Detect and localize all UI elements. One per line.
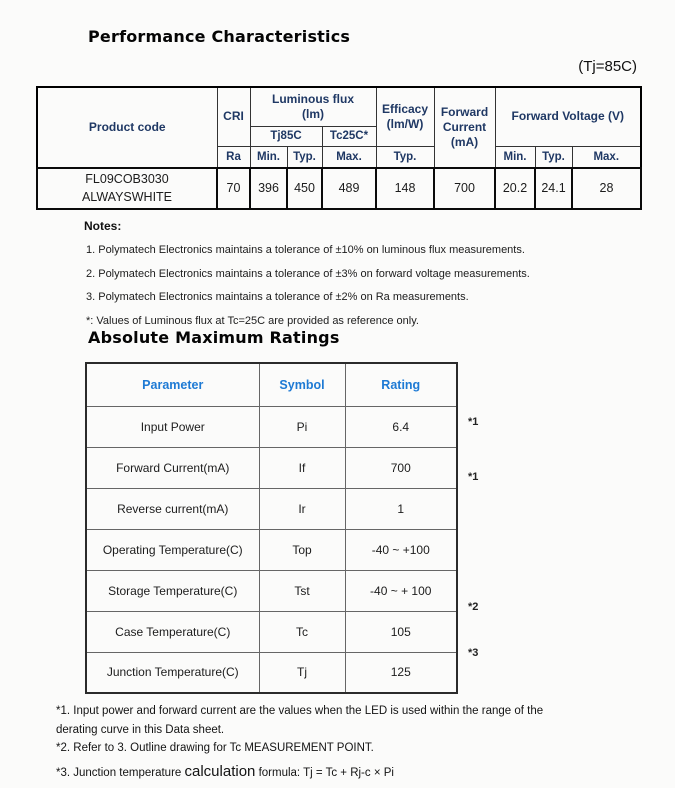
footnotes-section [56,702,586,782]
cell-flux-typ: 450 [287,168,322,209]
cell-rating: 125 [345,652,457,693]
performance-table-container [36,86,642,210]
cell-forward-current: 700 [434,168,495,209]
cell-symbol: Tj [259,652,345,693]
cell-symbol: Top [259,529,345,570]
cell-parameter: Junction Temperature(C) [86,652,259,693]
cell-efficacy-typ: 148 [376,168,434,209]
col-header-forward-voltage: Forward Voltage (V) [495,87,641,146]
col-header-forward-current: Forward Current (mA) [434,87,495,168]
cell-parameter: Case Temperature(C) [86,611,259,652]
test-condition-note: (Tj=85C) [578,58,637,75]
notes-section [84,219,644,338]
table-row [86,611,457,652]
performance-characteristics-heading: Performance Characteristics [88,27,351,46]
footnote-3-pre: *3. Junction temperature [56,766,185,779]
ratings-table-container [85,362,479,694]
col-header-product-code: Product code [37,87,217,168]
footnote-marker-3: *3 [468,647,479,659]
table-row [86,488,457,529]
cell-vf-max: 28 [572,168,641,209]
cell-product-code: FL09COB3030 ALWAYSWHITE [37,168,217,209]
footnote-1: *1. Input power and forward current are the values when the LED is used within the range of the derating curve in this Data sheet. [56,705,544,736]
cell-symbol: Ir [259,488,345,529]
cell-rating: -40 ~ + 100 [345,570,457,611]
table-row [86,447,457,488]
col-header-efficacy-typ: Typ. [376,146,434,168]
col-header-parameter: Parameter [86,363,259,406]
col-header-symbol: Symbol [259,363,345,406]
footnote-marker-1b: *1 [468,471,479,483]
cell-rating: 700 [345,447,457,488]
cell-rating: 6.4 [345,406,457,447]
cell-parameter: Reverse current(mA) [86,488,259,529]
cell-symbol: If [259,447,345,488]
footnote-3-calculation: calculation [184,762,256,780]
cell-vf-typ: 24.1 [535,168,572,209]
cell-vf-min: 20.2 [495,168,535,209]
note-item-asterisk: *: Values of Luminous flux at Tc=25C are provided as reference only. [86,314,419,327]
col-header-tj85c: Tj85C [250,126,322,146]
absolute-maximum-ratings-heading: Absolute Maximum Ratings [88,328,340,347]
col-header-rating: Rating [345,363,457,406]
footnote-2: *2. Refer to 3. Outline drawing for Tc MEASUREMENT POINT. [56,742,374,754]
col-header-vf-min: Min. [495,146,535,168]
footnote-3-post: formula: Tj = Tc + Rj-c × Pi [255,766,394,779]
col-header-ra: Ra [217,146,250,168]
footnote-marker-1a: *1 [468,416,479,428]
cell-rating: 105 [345,611,457,652]
footnote-3 [56,763,586,783]
table-row [86,406,457,447]
table-row [37,168,641,209]
col-header-cri: CRI [217,87,250,146]
table-row [86,529,457,570]
cell-cri: 70 [217,168,250,209]
notes-label: Notes: [84,219,122,233]
col-header-tc25c: Tc25C* [322,126,376,146]
col-header-flux-min: Min. [250,146,287,168]
cell-rating: 1 [345,488,457,529]
cell-symbol: Pi [259,406,345,447]
cell-parameter: Forward Current(mA) [86,447,259,488]
table-row [86,570,457,611]
col-header-flux-typ: Typ. [287,146,322,168]
col-header-luminous-flux: Luminous flux (lm) [250,87,376,126]
col-header-flux-max: Max. [322,146,376,168]
col-header-efficacy: Efficacy (lm/W) [376,87,434,146]
cell-parameter: Input Power [86,406,259,447]
col-header-vf-typ: Typ. [535,146,572,168]
ratings-table [85,362,458,694]
col-header-vf-max: Max. [572,146,641,168]
footnote-marker-2: *2 [468,601,479,613]
performance-table [36,86,642,210]
cell-rating: -40 ~ +100 [345,529,457,570]
cell-parameter: Operating Temperature(C) [86,529,259,570]
cell-flux-max: 489 [322,168,376,209]
cell-flux-min: 396 [250,168,287,209]
note-item-2: 2. Polymatech Electronics maintains a tolerance of ±3% on forward voltage measurements. [86,267,530,280]
cell-parameter: Storage Temperature(C) [86,570,259,611]
note-item-3: 3. Polymatech Electronics maintains a tolerance of ±2% on Ra measurements. [86,291,469,303]
table-row [86,652,457,693]
note-item-1: 1. Polymatech Electronics maintains a tolerance of ±10% on luminous flux measurements. [86,244,525,256]
cell-symbol: Tst [259,570,345,611]
cell-symbol: Tc [259,611,345,652]
